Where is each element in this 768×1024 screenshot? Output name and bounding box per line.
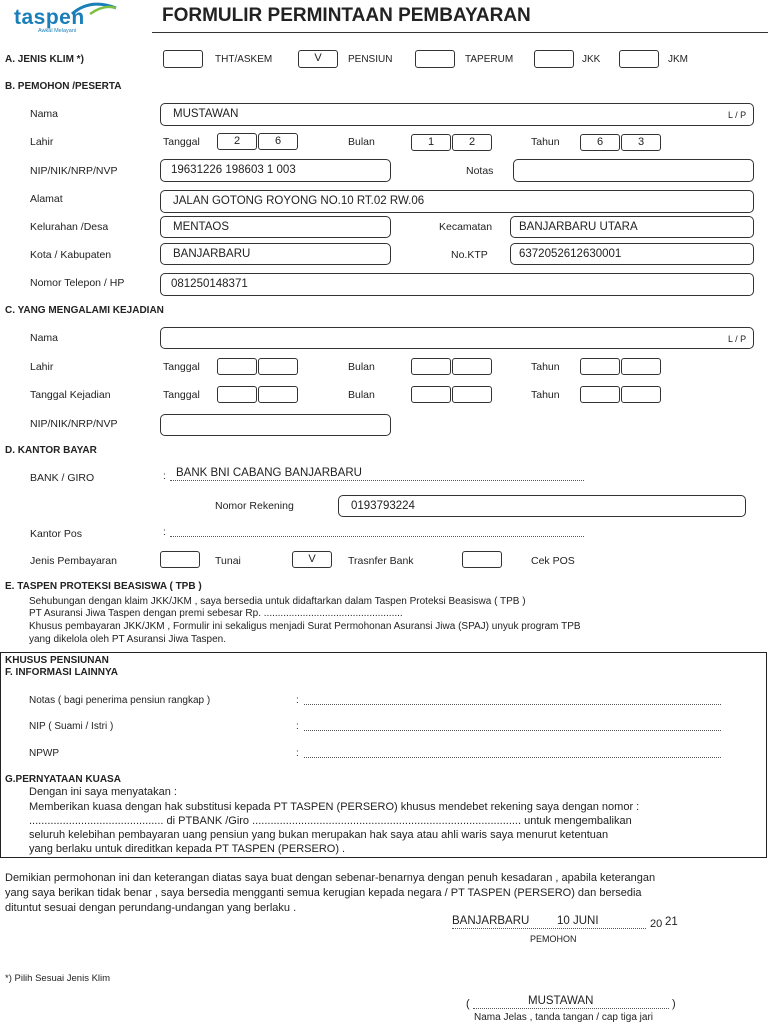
c-kejadian-tanggal-box-1[interactable] bbox=[217, 386, 257, 403]
year-suffix: 21 bbox=[665, 916, 678, 928]
checkbox-jkk[interactable] bbox=[534, 50, 574, 68]
c-kejadian-tahun-box-2[interactable] bbox=[621, 386, 661, 403]
d-bank-value: BANK BNI CABANG BANJARBARU bbox=[176, 467, 362, 479]
checkbox-pensiun[interactable]: V bbox=[298, 50, 338, 68]
c-tahun-label: Tahun bbox=[531, 361, 560, 373]
b-bulan-digit-2[interactable]: 2 bbox=[452, 134, 492, 151]
b-tahun-digit-2[interactable]: 3 bbox=[621, 134, 661, 151]
khusus-pensiunan-title: KHUSUS PENSIUNAN bbox=[5, 655, 109, 666]
b-kel-label: Kelurahan /Desa bbox=[30, 221, 109, 233]
c-bulan-label: Bulan bbox=[348, 361, 375, 373]
b-kec-label: Kecamatan bbox=[439, 221, 493, 233]
c-nip-label: NIP/NIK/NRP/NVP bbox=[30, 418, 118, 430]
label-taperum: TAPERUM bbox=[465, 54, 514, 65]
d-transfer-label: Trasnfer Bank bbox=[348, 555, 414, 567]
b-bulan-digit-1[interactable]: 1 bbox=[411, 134, 451, 151]
f-npwp-dots[interactable] bbox=[304, 757, 721, 758]
label-tht: THT/ASKEM bbox=[215, 54, 273, 65]
b-alamat-label: Alamat bbox=[30, 193, 63, 205]
d-norek-field[interactable] bbox=[338, 495, 746, 517]
c-kejadian-bulan-label: Bulan bbox=[348, 389, 375, 401]
d-tunai-label: Tunai bbox=[215, 555, 241, 567]
b-nama-field[interactable] bbox=[160, 103, 754, 126]
c-tanggal-label: Tanggal bbox=[163, 361, 200, 373]
pensiunan-box bbox=[0, 652, 767, 858]
c-tahun-box-1[interactable] bbox=[580, 358, 620, 375]
signer-name: MUSTAWAN bbox=[528, 995, 594, 1007]
section-g-title: G.PERNYATAAN KUASA bbox=[5, 774, 121, 785]
c-kejadian-tanggal-box-2[interactable] bbox=[258, 386, 298, 403]
b-notas-label: Notas bbox=[466, 165, 494, 177]
b-ktp-label: No.KTP bbox=[451, 249, 488, 261]
e-line-2: PT Asuransi Jiwa Taspen dengan premi sebesar Rp. .................................................. bbox=[29, 608, 403, 619]
b-notas-field[interactable] bbox=[513, 159, 754, 182]
b-lp-label: L / P bbox=[728, 110, 747, 120]
section-f-title: F. INFORMASI LAINNYA bbox=[5, 667, 118, 678]
b-ktp-value: 6372052612630001 bbox=[519, 248, 622, 260]
f-npwp-colon: : bbox=[296, 748, 299, 759]
g-line-3: ............................................ di PTBANK /Giro ........................................................................................ untuk mengembalikan bbox=[29, 815, 632, 827]
g-line-2: Memberikan kuasa dengan hak substitusi kepada PT TASPEN (PERSERO) khusus mendebet rekening saya dengan nomor : bbox=[29, 801, 640, 813]
place-value: BANJARBARU bbox=[452, 915, 530, 927]
f-nip-label: NIP ( Suami / Istri ) bbox=[29, 721, 114, 732]
label-jkk: JKK bbox=[582, 54, 601, 65]
sign-dots bbox=[473, 1008, 669, 1009]
b-telp-value: 081250148371 bbox=[171, 278, 248, 290]
c-tahun-box-2[interactable] bbox=[621, 358, 661, 375]
b-telp-label: Nomor Telepon / HP bbox=[30, 277, 125, 289]
d-kantor-pos-label: Kantor Pos bbox=[30, 528, 82, 540]
checkbox-taperum[interactable] bbox=[415, 50, 455, 68]
g-line-1: Dengan ini saya menyatakan : bbox=[29, 786, 177, 798]
c-lp-label: L / P bbox=[728, 334, 747, 344]
c-nip-field[interactable] bbox=[160, 414, 391, 436]
b-nip-label: NIP/NIK/NRP/NVP bbox=[30, 165, 118, 177]
f-nip-colon: : bbox=[296, 721, 299, 732]
pemohon-label: PEMOHON bbox=[530, 934, 577, 944]
d-checkbox-tunai[interactable] bbox=[160, 551, 200, 568]
d-kantor-pos-colon: : bbox=[163, 527, 166, 538]
section-e-title: E. TASPEN PROTEKSI BEASISWA ( TPB ) bbox=[5, 581, 202, 592]
g-line-4: seluruh kelebihan pembayaran uang pensiun yang bukan merupakan hak saya atau ahli waris saya menurut ketentuan bbox=[29, 829, 609, 841]
e-line-4: yang dikelola oleh PT Asuransi Jiwa Taspen. bbox=[29, 634, 226, 645]
footnote: *) Pilih Sesuai Jenis Klim bbox=[5, 973, 111, 984]
f-notas-label: Notas ( bagi penerima pensiun rangkap ) bbox=[29, 695, 211, 706]
b-kota-label: Kota / Kabupaten bbox=[30, 249, 112, 261]
c-nama-label: Nama bbox=[30, 332, 59, 344]
b-alamat-field[interactable] bbox=[160, 190, 754, 213]
d-jenis-label: Jenis Pembayaran bbox=[30, 555, 117, 567]
d-bank-label: BANK / GIRO bbox=[30, 472, 95, 484]
label-jkm: JKM bbox=[668, 54, 688, 65]
c-kejadian-tahun-label: Tahun bbox=[531, 389, 560, 401]
label-pensiun: PENSIUN bbox=[348, 54, 393, 65]
c-bulan-box-2[interactable] bbox=[452, 358, 492, 375]
d-cekpos-label: Cek POS bbox=[531, 555, 575, 567]
c-kejadian-bulan-box-2[interactable] bbox=[452, 386, 492, 403]
c-lahir-label: Lahir bbox=[30, 361, 54, 373]
d-checkbox-transfer[interactable]: V bbox=[292, 551, 332, 568]
section-b-title: B. PEMOHON /PESERTA bbox=[5, 81, 122, 92]
b-kec-field[interactable] bbox=[510, 216, 754, 238]
year-prefix: 20 bbox=[650, 918, 663, 930]
b-kel-value: MENTAOS bbox=[173, 221, 230, 233]
g-line-5: yang berlaku untuk direditkan kepada PT TASPEN (PERSERO) . bbox=[29, 843, 346, 855]
f-npwp-label: NPWP bbox=[29, 748, 59, 759]
c-kejadian-label: Tanggal Kejadian bbox=[30, 389, 111, 401]
section-d-title: D. KANTOR BAYAR bbox=[5, 445, 97, 456]
c-kejadian-bulan-box-1[interactable] bbox=[411, 386, 451, 403]
logo bbox=[14, 2, 124, 36]
section-c-title: C. YANG MENGALAMI KEJADIAN bbox=[5, 305, 164, 316]
b-kota-field[interactable] bbox=[160, 243, 391, 265]
d-norek-label: Nomor Rekening bbox=[215, 500, 294, 512]
b-nip-value: 19631226 198603 1 003 bbox=[171, 164, 296, 176]
b-telp-field[interactable] bbox=[160, 273, 754, 296]
b-kota-value: BANJARBARU bbox=[173, 248, 251, 260]
c-bulan-box-1[interactable] bbox=[411, 358, 451, 375]
logo-text: taspen bbox=[14, 6, 85, 29]
b-kel-field[interactable] bbox=[160, 216, 391, 238]
e-line-3: Khusus pembayaran JKK/JKM , Formulir ini sekaligus menjadi Surat Permohonan Asuransi Jiwa (SPAJ) unyuk program TPB bbox=[29, 621, 581, 632]
c-tanggal-box-1[interactable] bbox=[217, 358, 257, 375]
c-tanggal-box-2[interactable] bbox=[258, 358, 298, 375]
date-value: 10 JUNI bbox=[557, 915, 599, 927]
checkbox-tht[interactable] bbox=[163, 50, 203, 68]
b-nama-value: MUSTAWAN bbox=[173, 108, 239, 120]
section-a-title: A. JENIS KLIM *) bbox=[5, 54, 84, 65]
f-notas-colon: : bbox=[296, 695, 299, 706]
sign-caption: Nama Jelas , tanda tangan / cap tiga jari bbox=[474, 1012, 653, 1023]
closing-line-2: yang saya berikan tidak benar , saya bersedia mengganti semua kerugian kepada negara / PT TASPEN (PERSERO) dan bersedia bbox=[5, 887, 642, 899]
sign-open-paren: ( bbox=[466, 998, 470, 1010]
sign-close-paren: ) bbox=[672, 998, 676, 1010]
b-nip-field[interactable] bbox=[160, 159, 391, 182]
date-dots bbox=[452, 928, 646, 929]
b-tanggal-label: Tanggal bbox=[163, 136, 200, 148]
b-tahun-label: Tahun bbox=[531, 136, 560, 148]
e-line-1: Sehubungan dengan klaim JKK/JKM , saya bersedia untuk didaftarkan dalam Taspen Proteksi Beasiswa ( TPB ) bbox=[29, 596, 526, 607]
c-kejadian-tanggal-label: Tanggal bbox=[163, 389, 200, 401]
b-tanggal-digit-1[interactable]: 2 bbox=[217, 133, 257, 150]
f-nip-dots[interactable] bbox=[304, 730, 721, 731]
b-kec-value: BANJARBARU UTARA bbox=[519, 221, 638, 233]
d-bank-dots bbox=[170, 480, 584, 481]
logo-tagline: Awkal Melayani bbox=[38, 28, 77, 34]
checkbox-jkm[interactable] bbox=[619, 50, 659, 68]
title-underline bbox=[152, 32, 768, 33]
d-kantor-pos-dots bbox=[170, 536, 584, 537]
d-checkbox-cekpos[interactable] bbox=[462, 551, 502, 568]
b-ktp-field[interactable] bbox=[510, 243, 754, 265]
b-bulan-label: Bulan bbox=[348, 136, 375, 148]
b-lahir-label: Lahir bbox=[30, 136, 54, 148]
d-bank-colon: : bbox=[163, 471, 166, 482]
f-notas-dots[interactable] bbox=[304, 704, 721, 705]
closing-line-1: Demikian permohonan ini dan keterangan diatas saya buat dengan sebenar-benarnya dengan penuh kesadaran , apabila keterangan bbox=[5, 872, 656, 884]
c-kejadian-tahun-box-1[interactable] bbox=[580, 386, 620, 403]
c-nama-field[interactable] bbox=[160, 327, 754, 349]
b-nama-label: Nama bbox=[30, 108, 59, 120]
form-title: FORMULIR PERMINTAAN PEMBAYARAN bbox=[162, 5, 531, 26]
b-tahun-digit-1[interactable]: 6 bbox=[580, 134, 620, 151]
b-alamat-value: JALAN GOTONG ROYONG NO.10 RT.02 RW.06 bbox=[173, 195, 425, 207]
b-tanggal-digit-2[interactable]: 6 bbox=[258, 133, 298, 150]
closing-line-3: dituntut sesuai dengan perundang-undangan yang berlaku . bbox=[5, 902, 297, 914]
d-norek-value: 0193793224 bbox=[351, 500, 415, 512]
